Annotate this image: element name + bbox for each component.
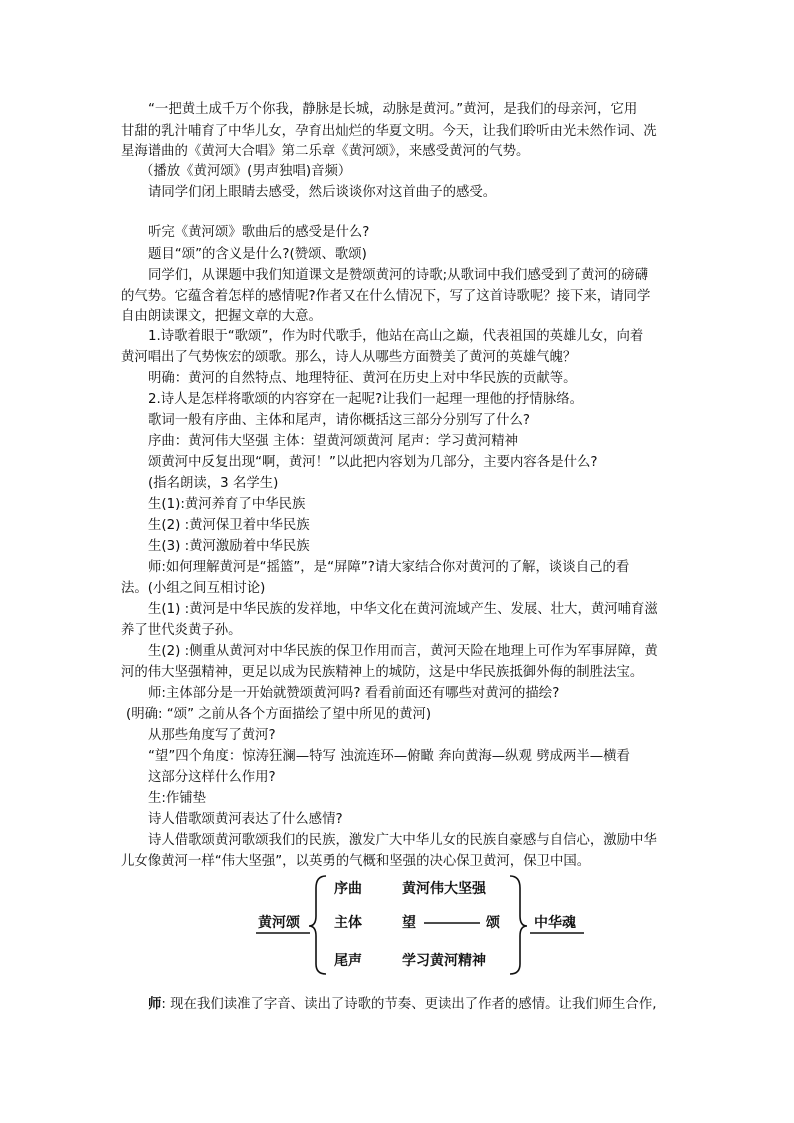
paragraph-line: 2.诗人是怎样将歌颂的内容穿在一起呢?让我们一起理一理他的抒情脉络。 bbox=[148, 392, 583, 407]
diagram-root: 黄河颂 bbox=[258, 915, 300, 931]
diagram-content-epilogue: 学习黄河精神 bbox=[402, 953, 486, 969]
paragraph-line: （播放《黄河颂》(男声独唱)音频） bbox=[140, 164, 352, 179]
paragraph-line: 明确：黄河的自然特点、地理特征、黄河在历史上对中华民族的贡献等。 bbox=[148, 371, 577, 386]
paragraph-line: 从那些角度写了黄河? bbox=[148, 728, 276, 743]
paragraph-line: 同学们，从课题中我们知道课文是赞颂黄河的诗歌;从歌词中我们感受到了黄河的磅礴 bbox=[148, 268, 648, 283]
paragraph-line: 序曲：黄河伟大坚强 主体：望黄河颂黄河 尾声：学习黄河精神 bbox=[148, 434, 519, 449]
paragraph-line: 诗人借歌颂黄河表达了什么感情? bbox=[148, 812, 343, 827]
diagram-content-look: 望 bbox=[402, 915, 416, 931]
left-brace bbox=[309, 876, 326, 974]
paragraph-line: 生:作铺垫 bbox=[148, 791, 207, 806]
closing-speaker: 师 bbox=[148, 997, 162, 1012]
paragraph-line: (明确: “颂” 之前从各个方面描绘了望中所见的黄河) bbox=[126, 707, 432, 722]
paragraph-line: 诗人借歌颂黄河歌颂我们的民族，激发广大中华儿女的民族自豪感与自信心，激励中华 bbox=[148, 833, 657, 848]
structure-diagram bbox=[252, 868, 592, 980]
closing-text: : 现在我们读准了字音、读出了诗歌的节奏、更读出了作者的感情。让我们师生合作, bbox=[161, 997, 657, 1012]
paragraph-line: 听完《黄河颂》歌曲后的感受是什么? bbox=[148, 225, 370, 240]
paragraph-line: 养了世代炎黄子孙。 bbox=[121, 623, 242, 638]
paragraph-line: 生(2) :黄河保卫着中华民族 bbox=[148, 518, 310, 533]
diagram-result: 中华魂 bbox=[534, 915, 576, 931]
diagram-content-praise: 颂 bbox=[486, 915, 500, 931]
paragraph-line: 生(1):黄河养育了中华民族 bbox=[148, 497, 306, 512]
paragraph-line: 生(3) :黄河激励着中华民族 bbox=[148, 539, 310, 554]
paragraph-line: 师:如何理解黄河是“摇篮”，是“屏障”?请大家结合你对黄河的了解，谈谈自己的看 bbox=[148, 560, 630, 575]
paragraph-line: 自由朗读课文，把握文章的大意。 bbox=[121, 309, 322, 324]
right-brace bbox=[510, 876, 527, 974]
paragraph-line: “望”四个角度：惊涛狂澜—特写 浊流连环—俯瞰 奔向黄海—纵观 劈成两半—横看 bbox=[148, 749, 630, 764]
diagram-part-prelude: 序曲 bbox=[334, 881, 362, 897]
paragraph-line: 颂黄河中反复出现“啊，黄河！”以此把内容划为几部分，主要内容各是什么? bbox=[148, 455, 598, 470]
diagram-part-body: 主体 bbox=[334, 915, 362, 931]
diagram-content-prelude: 黄河伟大坚强 bbox=[402, 881, 486, 897]
paragraph-line: “一把黄土成千万个你我，静脉是长城，动脉是黄河。”黄河，是我们的母亲河，它用 bbox=[148, 102, 638, 117]
paragraph-line: 生(1) :黄河是中华民族的发祥地，中华文化在黄河流域产生、发展、壮大，黄河哺育滋 bbox=[148, 602, 658, 617]
paragraph-line: 黄河唱出了气势恢宏的颂歌。那么，诗人从哪些方面赞美了黄河的英雄气魄？ bbox=[121, 350, 577, 365]
closing-line bbox=[148, 995, 656, 1015]
paragraph-line: 法。(小组之间互相讨论) bbox=[121, 581, 266, 596]
paragraph-line: 生(2) :侧重从黄河对中华民族的保卫作用而言，黄河天险在地理上可作为军事屏障，黄 bbox=[148, 644, 658, 659]
paragraph-line: 题目“颂”的含义是什么?(赞颂、歌颂) bbox=[148, 247, 367, 262]
paragraph-line: 1.诗歌着眼于“歌颂”，作为时代歌手，他站在高山之巅，代表祖国的英雄儿女，向着 bbox=[148, 329, 644, 344]
paragraph-line: 这部分这样什么作用? bbox=[148, 770, 276, 785]
paragraph-line: 师:主体部分是一开始就赞颂黄河吗? 看看前面还有哪些对黄河的描绘? bbox=[148, 686, 560, 701]
paragraph-line: 河的伟大坚强精神，更足以成为民族精神上的城防，这是中华民族抵御外侮的制胜法宝。 bbox=[121, 665, 644, 680]
paragraph-line: 请同学们闭上眼睛去感受，然后谈谈你对这首曲子的感受。 bbox=[148, 185, 497, 200]
paragraph-line: (指名朗读，3 名学生) bbox=[148, 476, 279, 491]
diagram-part-epilogue: 尾声 bbox=[334, 953, 362, 969]
paragraph-line: 歌词一般有序曲、主体和尾声，请你概括这三部分分别写了什么? bbox=[148, 413, 531, 428]
paragraph-line: 的气势。它蕴含着怎样的感情呢?作者又在什么情况下，写了这首诗歌呢？接下来，请同学 bbox=[121, 289, 651, 304]
paragraph-line: 星海谱曲的《黄河大合唱》第二乐章《黄河颂》，来感受黄河的气势。 bbox=[121, 144, 530, 159]
paragraph-line: 甘甜的乳汁哺育了中华儿女，孕育出灿烂的华夏文明。今天，让我们聆听由光未然作词、冼 bbox=[121, 124, 657, 139]
paragraph-line: 儿女像黄河一样“伟大坚强”，以英勇的气概和坚强的决心保卫黄河，保卫中国。 bbox=[121, 854, 591, 869]
